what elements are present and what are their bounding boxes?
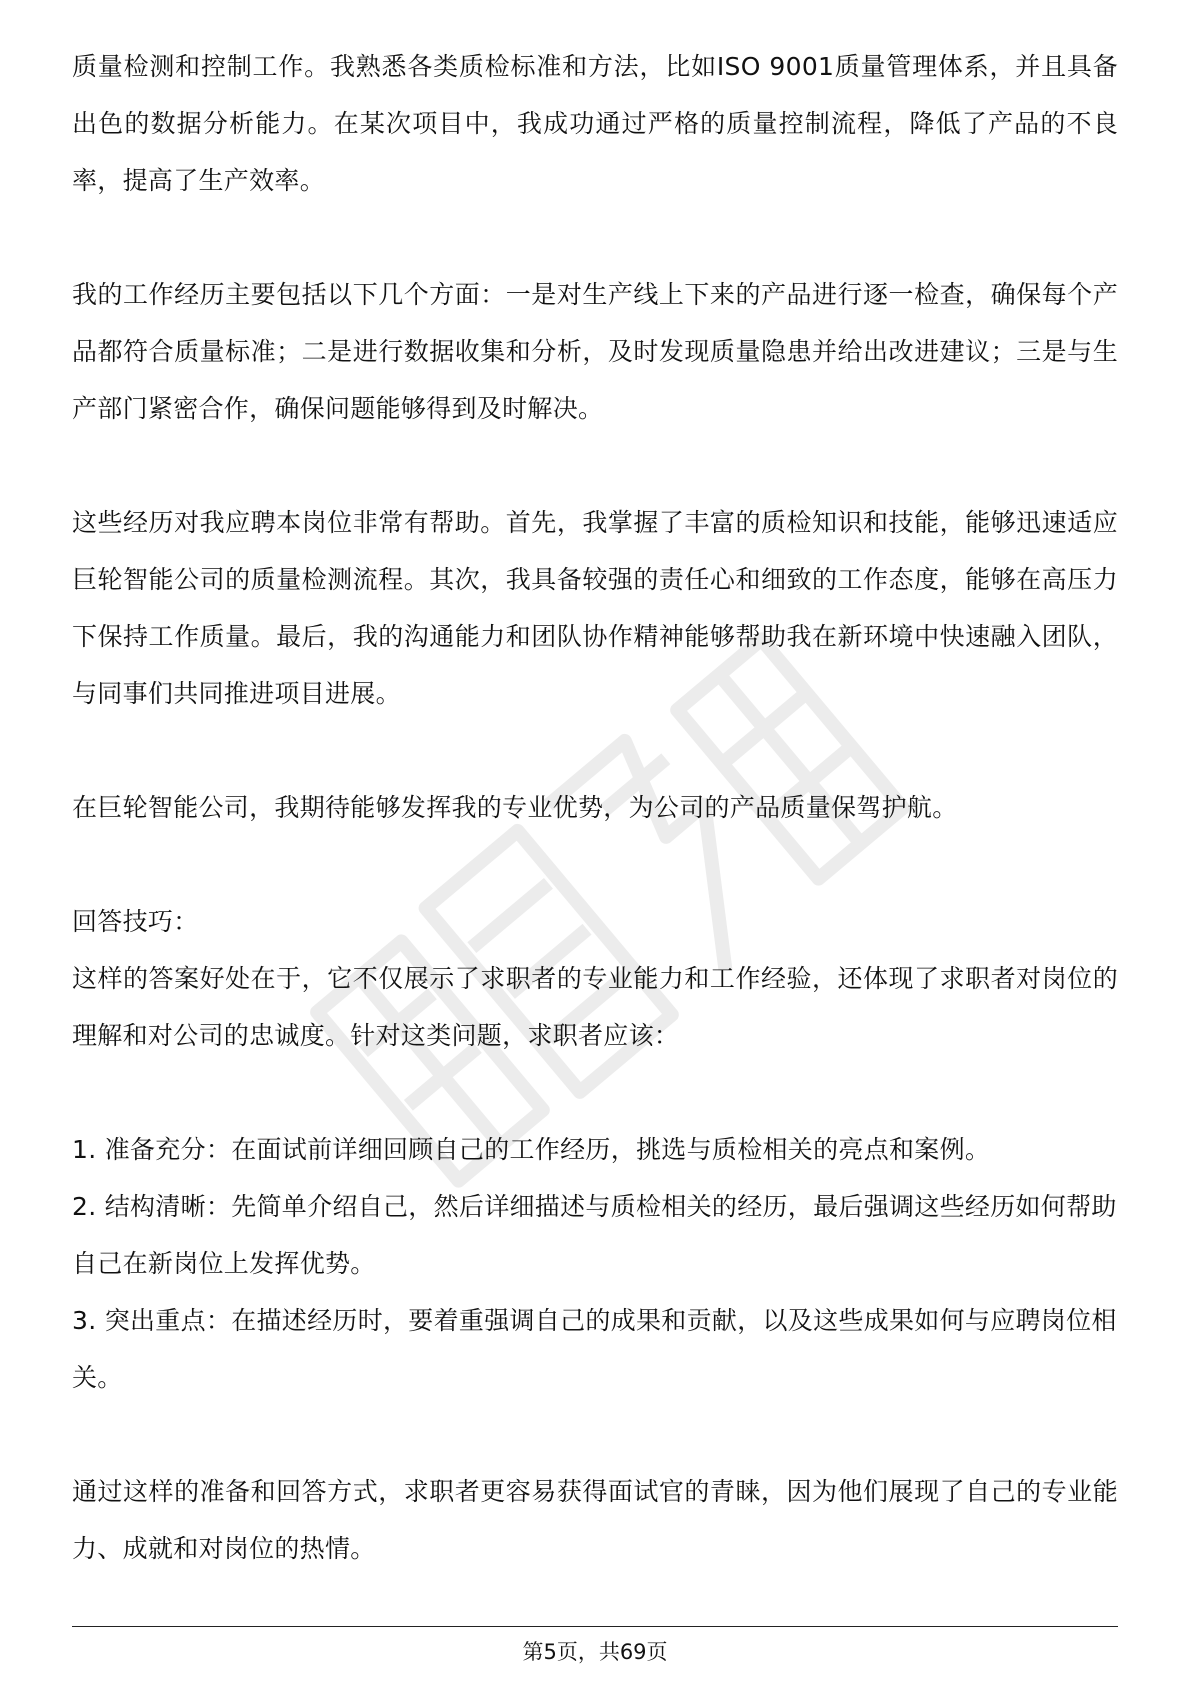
tips-heading: 回答技巧：: [72, 907, 199, 936]
footer-divider: [72, 1626, 1118, 1627]
paragraph-work-duties: 我的工作经历主要包括以下几个方面：一是对生产线上下来的产品进行逐一检查，确保每个产品都符合质量标准；二是进行数据收集和分析，及时发现质量隐患并给出改进建议；三是与生产部门紧密合作，确保问题能够得到及时解决。: [72, 280, 1118, 423]
tips-list-item: 2. 结构清晰：先简单介绍自己，然后详细描述与质检相关的经历，最后强调这些经历如何帮助自己在新岗位上发挥优势。: [72, 1192, 1117, 1278]
paragraph-relevance: 这些经历对我应聘本岗位非常有帮助。首先，我掌握了丰富的质检知识和技能，能够迅速适应巨轮智能公司的质量检测流程。其次，我具备较强的责任心和细致的工作态度，能够在高压力下保持工作质量。最后，我的沟通能力和团队协作精神能够帮助我在新环境中快速融入团队，与同事们共同推进项目进展。: [72, 508, 1118, 708]
tips-list-item: 1. 准备充分：在面试前详细回顾自己的工作经历，挑选与质检相关的亮点和案例。: [72, 1135, 991, 1164]
tips-list-item: 3. 突出重点：在描述经历时，要着重强调自己的成果和贡献，以及这些成果如何与应聘岗位相关。: [72, 1306, 1117, 1392]
paragraph-expectation: 在巨轮智能公司，我期待能够发挥我的专业优势，为公司的产品质量保驾护航。: [72, 793, 958, 822]
page-number: 第5页，共69页: [522, 1640, 668, 1664]
closing-paragraph: 通过这样的准备和回答方式，求职者更容易获得面试官的青睐，因为他们展现了自己的专业能力、成就和对岗位的热情。: [72, 1477, 1118, 1563]
tips-intro: 这样的答案好处在于，它不仅展示了求职者的专业能力和工作经验，还体现了求职者对岗位的理解和对公司的忠诚度。针对这类问题，求职者应该：: [72, 964, 1118, 1050]
document-body: [72, 38, 1118, 1577]
paragraph-experience-summary: 质量检测和控制工作。我熟悉各类质检标准和方法，比如ISO 9001质量管理体系，并且具备出色的数据分析能力。在某次项目中，我成功通过严格的质量控制流程，降低了产品的不良率，提高了生产效率。: [72, 52, 1118, 195]
